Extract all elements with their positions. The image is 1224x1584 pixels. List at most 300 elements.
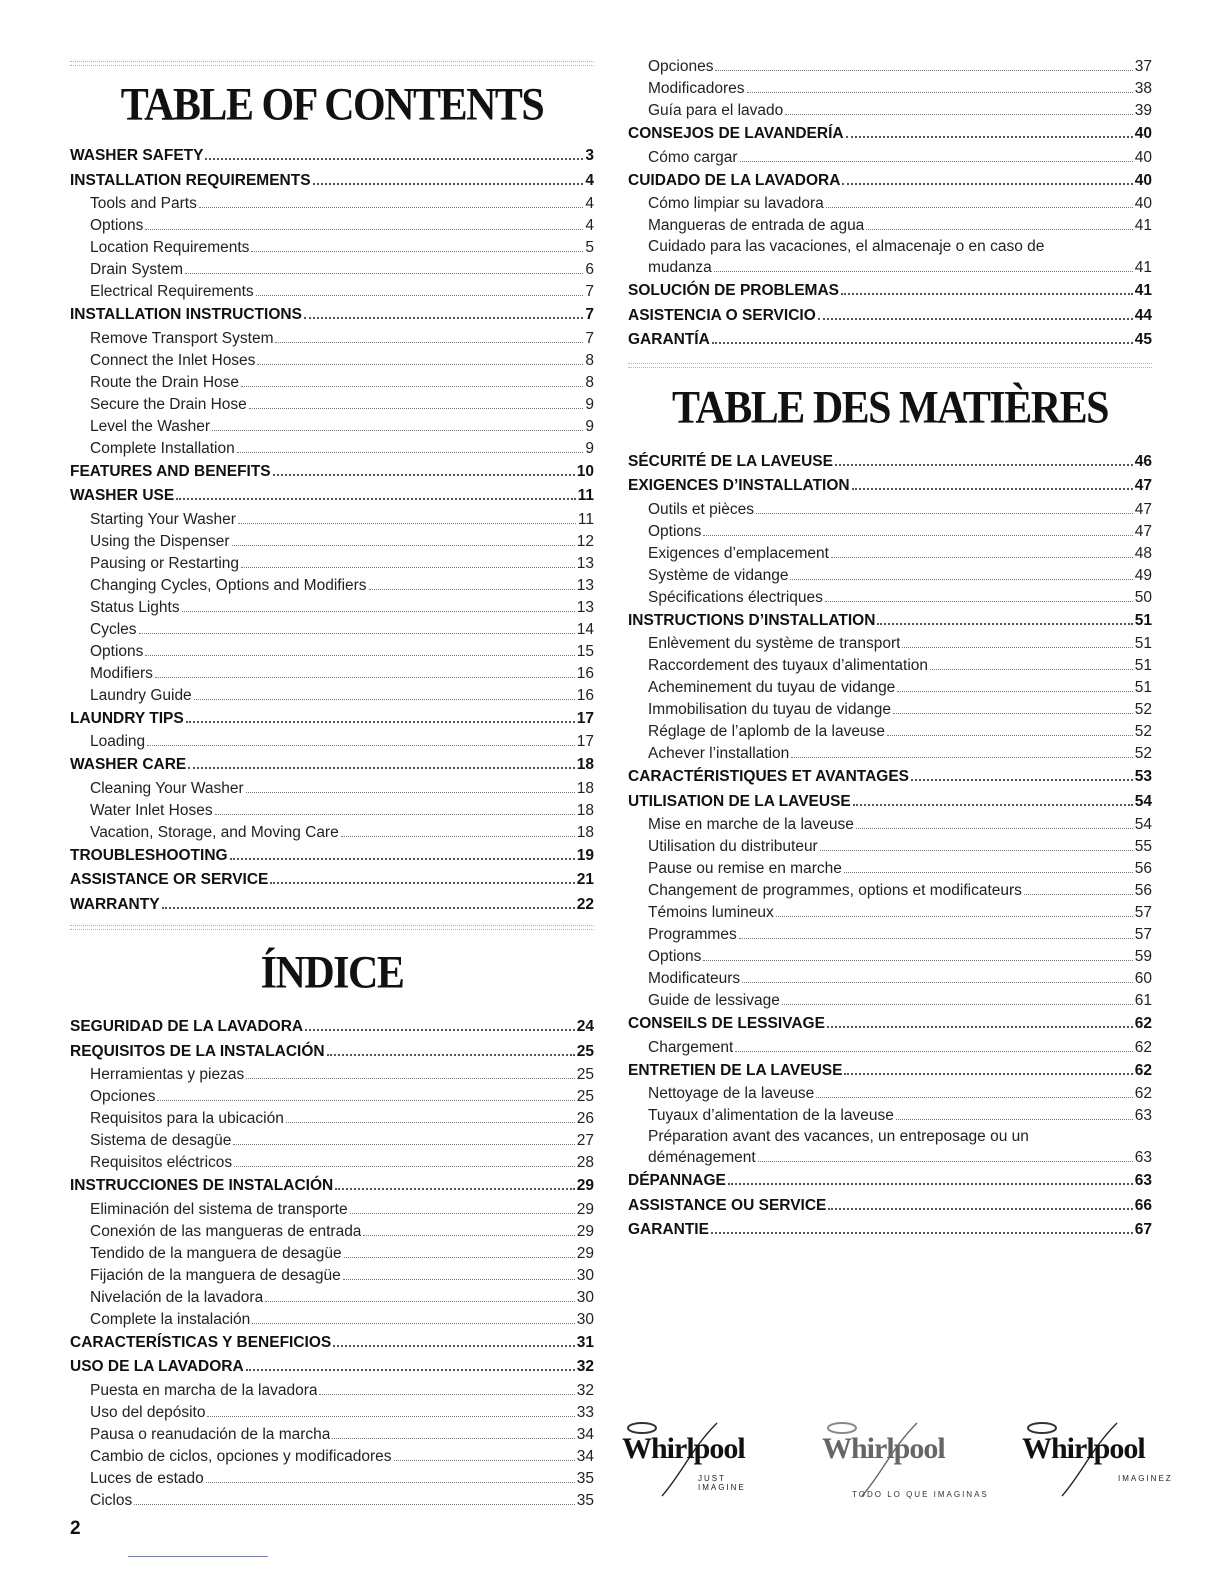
entry-title: Système de vidange xyxy=(648,566,789,584)
toc-section-entry[interactable] xyxy=(628,304,1152,329)
dot-leader xyxy=(256,295,584,296)
page-ref: 34 xyxy=(576,1425,594,1443)
toc-subentry[interactable] xyxy=(628,990,1152,1012)
toc-subentry[interactable] xyxy=(628,946,1152,968)
dot-leader xyxy=(270,882,574,884)
entry-title: Enlèvement du système de transport xyxy=(648,635,901,652)
page-ref: 9 xyxy=(585,439,594,457)
dot-leader xyxy=(205,158,583,160)
page-ref: 26 xyxy=(576,1110,594,1127)
toc-section-entry[interactable] xyxy=(70,169,594,194)
toc-subentry[interactable] xyxy=(628,147,1152,169)
toc-subentry[interactable] xyxy=(70,1152,594,1174)
entry-title: Sistema de desagüe xyxy=(90,1132,232,1149)
page-ref: 51 xyxy=(1134,657,1152,674)
page-ref: 25 xyxy=(576,1066,594,1083)
dot-leader xyxy=(162,907,575,909)
page-ref: 13 xyxy=(576,576,594,594)
entry-title: Uso del depósito xyxy=(90,1403,206,1421)
toc-section-entry[interactable] xyxy=(70,868,594,893)
toc-subentry[interactable] xyxy=(70,372,594,394)
dot-leader xyxy=(139,633,575,634)
spanish-toc-continued xyxy=(628,56,1152,353)
toc-subentry[interactable] xyxy=(70,215,594,237)
entry-title: Exigences d’emplacement xyxy=(648,544,829,562)
entry-title: Status Lights xyxy=(90,598,180,616)
page-ref: 10 xyxy=(576,462,594,480)
page-ref: 7 xyxy=(585,306,594,323)
dot-leader xyxy=(286,1122,575,1123)
dot-leader xyxy=(842,183,1132,185)
page-ref: 67 xyxy=(1134,1221,1152,1238)
page-ref: 14 xyxy=(576,620,594,638)
toc-subentry[interactable] xyxy=(70,1402,594,1424)
page-ref: 29 xyxy=(576,1244,594,1262)
toc-section-entry[interactable] xyxy=(628,279,1152,304)
dot-leader xyxy=(825,601,1133,602)
dot-leader xyxy=(816,1097,1132,1098)
page-ref: 47 xyxy=(1134,477,1152,494)
toc-subentry[interactable] xyxy=(628,655,1152,677)
dot-leader xyxy=(233,1144,574,1145)
toc-section-entry[interactable] xyxy=(70,1174,594,1199)
whirlpool-logo-english xyxy=(622,1418,772,1498)
toc-section-entry[interactable] xyxy=(70,484,594,509)
toc-subentry[interactable] xyxy=(70,1309,594,1331)
dot-leader xyxy=(712,342,1133,344)
logo-tagline: IMAGINEZ xyxy=(1118,1474,1173,1483)
toc-subentry[interactable] xyxy=(70,281,594,303)
dot-leader xyxy=(742,982,1133,983)
entry-title: CONSEILS DE LESSIVAGE xyxy=(628,1015,825,1032)
toc-subentry[interactable] xyxy=(628,677,1152,699)
entry-title: Opciones xyxy=(648,58,714,75)
dot-leader xyxy=(831,557,1133,558)
dot-leader xyxy=(866,229,1132,230)
dot-leader xyxy=(728,1183,1133,1185)
entry-title: Guide de lessivage xyxy=(648,992,780,1009)
page-ref: 62 xyxy=(1134,1085,1152,1102)
dot-leader xyxy=(230,858,575,860)
entry-title: INSTALLATION REQUIREMENTS xyxy=(70,171,311,189)
toc-subentry[interactable] xyxy=(70,438,594,460)
entry-title: Puesta en marcha de la lavadora xyxy=(90,1381,318,1399)
entry-title: ENTRETIEN DE LA LAVEUSE xyxy=(628,1061,843,1079)
entry-title: Electrical Requirements xyxy=(90,283,254,300)
toc-subentry[interactable] xyxy=(628,1037,1152,1059)
entry-title: Immobilisation du tuyau de vidange xyxy=(648,701,891,718)
french-toc xyxy=(628,450,1152,1243)
entry-title: REQUISITOS DE LA INSTALACIÓN xyxy=(70,1042,325,1060)
toc-subentry[interactable] xyxy=(70,416,594,438)
toc-subentry[interactable] xyxy=(70,731,594,753)
page-ref: 29 xyxy=(576,1200,594,1218)
toc-subentry[interactable] xyxy=(628,721,1152,743)
page-ref: 6 xyxy=(585,261,594,278)
entry-title: Programmes xyxy=(648,926,737,943)
dot-leader xyxy=(145,655,574,656)
toc-subentry[interactable] xyxy=(628,237,1152,279)
entry-title: Cambio de ciclos, opciones y modificadores xyxy=(90,1447,392,1465)
entry-title: CUIDADO DE LA LAVADORA xyxy=(628,171,841,189)
entry-title: Pausing or Restarting xyxy=(90,554,240,572)
toc-section-entry[interactable] xyxy=(70,144,594,169)
dot-leader xyxy=(703,535,1132,536)
toc-subentry[interactable] xyxy=(70,778,594,800)
dot-leader xyxy=(199,207,584,208)
toc-subentry[interactable] xyxy=(628,215,1152,237)
entry-title: Mangueras de entrada de agua xyxy=(648,217,865,234)
page-ref: 35 xyxy=(576,1491,594,1509)
page-ref: 48 xyxy=(1134,544,1152,562)
entry-title: CARACTERÍSTICAS Y BENEFICIOS xyxy=(70,1333,332,1351)
toc-subentry[interactable] xyxy=(628,699,1152,721)
toc-section-entry[interactable] xyxy=(628,790,1152,815)
dot-leader xyxy=(335,1188,575,1190)
toc-section-entry[interactable] xyxy=(628,328,1152,353)
toc-subentry[interactable] xyxy=(70,350,594,372)
page-ref: 61 xyxy=(1134,992,1152,1009)
toc-subentry[interactable] xyxy=(70,800,594,822)
page-ref: 4 xyxy=(585,217,594,234)
toc-subentry[interactable] xyxy=(70,1265,594,1287)
toc-section-entry[interactable] xyxy=(628,169,1152,194)
page-ref: 13 xyxy=(576,598,594,616)
page-ref: 53 xyxy=(1134,768,1152,785)
entry-title: UTILISATION DE LA LAVEUSE xyxy=(628,792,851,810)
toc-section-entry[interactable] xyxy=(628,609,1152,634)
toc-subentry[interactable] xyxy=(70,237,594,259)
dot-leader xyxy=(844,872,1133,873)
page-ref: 63 xyxy=(1134,1172,1152,1189)
entry-title: TROUBLESHOOTING xyxy=(70,846,228,864)
page-ref: 40 xyxy=(1134,125,1152,142)
toc-section-entry[interactable] xyxy=(70,1355,594,1380)
page-ref: 52 xyxy=(1134,723,1152,740)
entry-title: SÉCURITÉ DE LA LAVEUSE xyxy=(628,452,833,470)
entry-title: ASSISTANCE OR SERVICE xyxy=(70,871,269,888)
page-ref: 8 xyxy=(585,351,594,369)
page-ref: 39 xyxy=(1134,102,1152,119)
entry-title: Témoins lumineux xyxy=(648,904,774,921)
toc-subentry[interactable] xyxy=(70,1199,594,1221)
entry-title: Tendido de la manguera de desagüe xyxy=(90,1244,342,1262)
page-ref: 11 xyxy=(577,510,594,528)
toc-subentry[interactable] xyxy=(70,1086,594,1108)
toc-section-entry[interactable] xyxy=(70,753,594,778)
toc-subentry[interactable] xyxy=(70,509,594,531)
entry-title: Complete Installation xyxy=(90,439,235,457)
entry-title: Modifiers xyxy=(90,664,153,682)
page-ref: 62 xyxy=(1134,1015,1152,1032)
dot-leader xyxy=(714,271,1133,272)
toc-subentry[interactable] xyxy=(70,1221,594,1243)
page-ref: 29 xyxy=(576,1222,594,1240)
dot-leader xyxy=(246,1369,575,1371)
entry-title: Mise en marche de la laveuse xyxy=(648,816,854,833)
page-ref: 31 xyxy=(576,1333,594,1351)
dot-leader xyxy=(711,1232,1133,1234)
toc-subentry[interactable] xyxy=(628,56,1152,78)
toc-subentry[interactable] xyxy=(70,1064,594,1086)
logo-tagline: TODO LO QUE IMAGINAS xyxy=(852,1490,989,1499)
toc-section-entry[interactable] xyxy=(70,1331,594,1356)
divider-rule xyxy=(70,61,594,66)
dot-leader xyxy=(350,1213,575,1214)
toc-section-entry[interactable] xyxy=(70,844,594,869)
dot-leader xyxy=(747,92,1133,93)
toc-subentry[interactable] xyxy=(70,1468,594,1490)
entry-title: Options xyxy=(90,642,144,660)
page-ref: 60 xyxy=(1134,970,1152,987)
right-column xyxy=(628,0,1152,1243)
dot-leader xyxy=(265,1301,575,1302)
page-ref: 9 xyxy=(585,395,594,413)
toc-subentry[interactable] xyxy=(70,641,594,663)
page-ref: 16 xyxy=(576,686,594,704)
dot-leader xyxy=(835,464,1133,466)
page-ref: 50 xyxy=(1134,588,1152,606)
entry-title: Connect the Inlet Hoses xyxy=(90,351,256,369)
toc-subentry[interactable] xyxy=(70,394,594,416)
toc-section-entry[interactable] xyxy=(628,765,1152,790)
toc-section-entry[interactable] xyxy=(628,1059,1152,1084)
toc-subentry[interactable] xyxy=(628,924,1152,946)
toc-subentry[interactable] xyxy=(628,587,1152,609)
page-ref: 51 xyxy=(1134,679,1152,696)
dot-leader xyxy=(257,364,583,365)
toc-subentry[interactable] xyxy=(70,822,594,844)
toc-section-entry[interactable] xyxy=(628,1169,1152,1194)
entry-title: déménagement xyxy=(648,1149,756,1166)
entry-title: Cómo limpiar su lavadora xyxy=(648,195,824,212)
entry-title: Réglage de l’aplomb de la laveuse xyxy=(648,723,885,740)
toc-subentry[interactable] xyxy=(70,619,594,641)
toc-subentry[interactable] xyxy=(70,1446,594,1468)
entry-title: Using the Dispenser xyxy=(90,532,230,550)
page-ref: 59 xyxy=(1134,948,1152,965)
toc-subentry[interactable] xyxy=(70,259,594,281)
toc-subentry[interactable] xyxy=(628,521,1152,543)
toc-subentry[interactable] xyxy=(628,499,1152,521)
page-ref: 66 xyxy=(1134,1196,1152,1214)
page-ref: 33 xyxy=(576,1403,594,1421)
entry-title: WARRANTY xyxy=(70,895,160,913)
divider-rule xyxy=(628,363,1152,368)
entry-title: Changement de programmes, options et modificateurs xyxy=(648,882,1022,899)
page-ref: 41 xyxy=(1134,217,1152,234)
entry-title: mudanza xyxy=(648,259,712,276)
entry-title: ASISTENCIA O SERVICIO xyxy=(628,306,816,324)
toc-subentry[interactable] xyxy=(628,814,1152,836)
dot-leader xyxy=(715,70,1132,71)
toc-subentry[interactable] xyxy=(70,328,594,350)
dot-leader xyxy=(313,183,584,185)
dot-leader xyxy=(275,342,583,343)
divider-rule xyxy=(70,925,594,930)
toc-section-entry[interactable] xyxy=(628,1218,1152,1243)
entry-title: Ciclos xyxy=(90,1491,133,1509)
page-ref: 55 xyxy=(1134,838,1152,855)
page-ref: 57 xyxy=(1134,904,1152,921)
entry-title: Spécifications électriques xyxy=(648,588,823,606)
toc-subentry[interactable] xyxy=(628,858,1152,880)
toc-subentry[interactable] xyxy=(628,836,1152,858)
entry-title: Requisitos para la ubicación xyxy=(90,1110,284,1127)
dot-leader xyxy=(232,545,575,546)
toc-subentry[interactable] xyxy=(70,531,594,553)
page-ref: 52 xyxy=(1134,701,1152,718)
toc-section-entry[interactable] xyxy=(628,450,1152,475)
toc-section-entry[interactable] xyxy=(628,1012,1152,1037)
entry-title: Level the Washer xyxy=(90,417,211,435)
page-ref: 57 xyxy=(1134,926,1152,943)
entry-title: Cleaning Your Washer xyxy=(90,779,244,797)
toc-section-entry[interactable] xyxy=(628,1194,1152,1219)
entry-title: Vacation, Storage, and Moving Care xyxy=(90,823,339,841)
entry-title: INSTRUCCIONES DE INSTALACIÓN xyxy=(70,1177,334,1194)
toc-subentry[interactable] xyxy=(628,880,1152,902)
dot-leader xyxy=(893,713,1133,714)
entry-title: USO DE LA LAVADORA xyxy=(70,1358,244,1375)
page-ref: 37 xyxy=(1134,58,1152,75)
page-ref: 62 xyxy=(1134,1038,1152,1056)
french-title: TABLE DES MATIÈRES xyxy=(672,382,1108,433)
dot-leader xyxy=(703,960,1132,961)
entry-title: Laundry Guide xyxy=(90,686,192,704)
toc-section-entry[interactable] xyxy=(70,1015,594,1040)
entry-continuation xyxy=(648,257,1152,279)
toc-subentry[interactable] xyxy=(70,553,594,575)
page-ref: 47 xyxy=(1134,522,1152,540)
toc-subentry[interactable] xyxy=(628,100,1152,122)
page-ref: 51 xyxy=(1134,611,1152,629)
entry-title: Pause ou remise en marche xyxy=(648,860,842,877)
dot-leader xyxy=(241,386,583,387)
toc-subentry[interactable] xyxy=(70,1424,594,1446)
entry-title: Modificadores xyxy=(648,80,745,97)
dot-leader xyxy=(206,1482,575,1483)
dot-leader xyxy=(147,745,575,746)
dot-leader xyxy=(327,1054,575,1056)
entry-title: Conexión de las mangueras de entrada xyxy=(90,1222,362,1240)
toc-subentry[interactable] xyxy=(70,1130,594,1152)
toc-subentry[interactable] xyxy=(628,633,1152,655)
entry-title: Tuyaux d’alimentation de la laveuse xyxy=(648,1107,894,1124)
toc-subentry[interactable] xyxy=(70,1287,594,1309)
toc-section-entry[interactable] xyxy=(70,460,594,485)
dot-leader xyxy=(157,1100,574,1101)
toc-subentry[interactable] xyxy=(628,902,1152,924)
dot-leader xyxy=(251,251,583,252)
toc-subentry[interactable] xyxy=(628,1127,1152,1169)
dot-leader xyxy=(305,1029,575,1031)
toc-section-entry[interactable] xyxy=(628,122,1152,147)
toc-subentry[interactable] xyxy=(70,575,594,597)
toc-subentry[interactable] xyxy=(628,743,1152,765)
toc-subentry[interactable] xyxy=(628,968,1152,990)
dot-leader xyxy=(176,498,575,500)
toc-section-entry[interactable] xyxy=(70,707,594,732)
toc-subentry[interactable] xyxy=(628,543,1152,565)
toc-section-entry[interactable] xyxy=(70,1040,594,1065)
dot-leader xyxy=(776,916,1133,917)
toc-subentry[interactable] xyxy=(628,1083,1152,1105)
entry-title: Cómo cargar xyxy=(648,148,738,166)
dot-leader xyxy=(333,1345,575,1347)
dot-leader xyxy=(818,318,1133,320)
dot-leader xyxy=(852,488,1133,490)
entry-title: Nivelación de la lavadora xyxy=(90,1288,264,1306)
entry-title-line: Préparation avant des vacances, un entreposage ou un xyxy=(648,1128,1029,1145)
dot-leader xyxy=(756,513,1133,514)
dot-leader xyxy=(911,779,1133,781)
toc-subentry[interactable] xyxy=(70,663,594,685)
page-number: 2 xyxy=(70,1518,81,1539)
logo-tagline: JUST IMAGINE xyxy=(698,1474,746,1492)
page-ref: 7 xyxy=(585,329,594,347)
toc-subentry[interactable] xyxy=(628,193,1152,215)
entry-continuation xyxy=(648,1147,1152,1169)
toc-subentry[interactable] xyxy=(628,565,1152,587)
toc-section-entry[interactable] xyxy=(70,893,594,918)
toc-subentry[interactable] xyxy=(70,1243,594,1265)
page-ref: 7 xyxy=(585,283,594,300)
toc-subentry[interactable] xyxy=(70,1490,594,1512)
page-ref: 56 xyxy=(1134,860,1152,877)
page-ref: 9 xyxy=(585,417,594,435)
toc-subentry[interactable] xyxy=(70,685,594,707)
dot-leader xyxy=(791,757,1132,758)
toc-subentry[interactable] xyxy=(70,597,594,619)
dot-leader xyxy=(785,114,1132,115)
toc-section-entry[interactable] xyxy=(628,474,1152,499)
dot-leader xyxy=(930,669,1133,670)
dot-leader xyxy=(273,474,575,476)
dot-leader xyxy=(207,1416,574,1417)
entry-title: Utilisation du distributeur xyxy=(648,838,818,855)
dot-leader xyxy=(844,1073,1132,1075)
entry-title-line: Cuidado para las vacaciones, el almacenaje o en caso de xyxy=(648,238,1045,255)
entry-title: Options xyxy=(90,217,144,234)
english-toc xyxy=(70,144,594,917)
page-ref: 8 xyxy=(585,373,594,391)
page-ref: 52 xyxy=(1134,745,1152,762)
dot-leader xyxy=(739,938,1133,939)
entry-title: Water Inlet Hoses xyxy=(90,801,213,819)
entry-title: Tools and Parts xyxy=(90,195,197,212)
dot-leader xyxy=(304,317,583,319)
dot-leader xyxy=(827,1026,1133,1028)
toc-subentry[interactable] xyxy=(628,1105,1152,1127)
entry-title: Remove Transport System xyxy=(90,329,274,347)
dot-leader xyxy=(332,1438,574,1439)
toc-subentry[interactable] xyxy=(628,78,1152,100)
dot-leader xyxy=(241,567,575,568)
page-ref: 32 xyxy=(576,1358,594,1375)
page-ref: 63 xyxy=(1134,1149,1152,1166)
page-ref: 4 xyxy=(585,195,594,212)
dot-leader xyxy=(238,523,576,524)
toc-subentry[interactable] xyxy=(70,1380,594,1402)
dot-leader xyxy=(896,1119,1133,1120)
dot-leader xyxy=(212,430,583,431)
whirlpool-logo-spanish xyxy=(822,1418,972,1498)
dot-leader xyxy=(826,207,1133,208)
toc-subentry[interactable] xyxy=(70,1108,594,1130)
toc-section-entry[interactable] xyxy=(70,303,594,328)
toc-subentry[interactable] xyxy=(70,193,594,215)
